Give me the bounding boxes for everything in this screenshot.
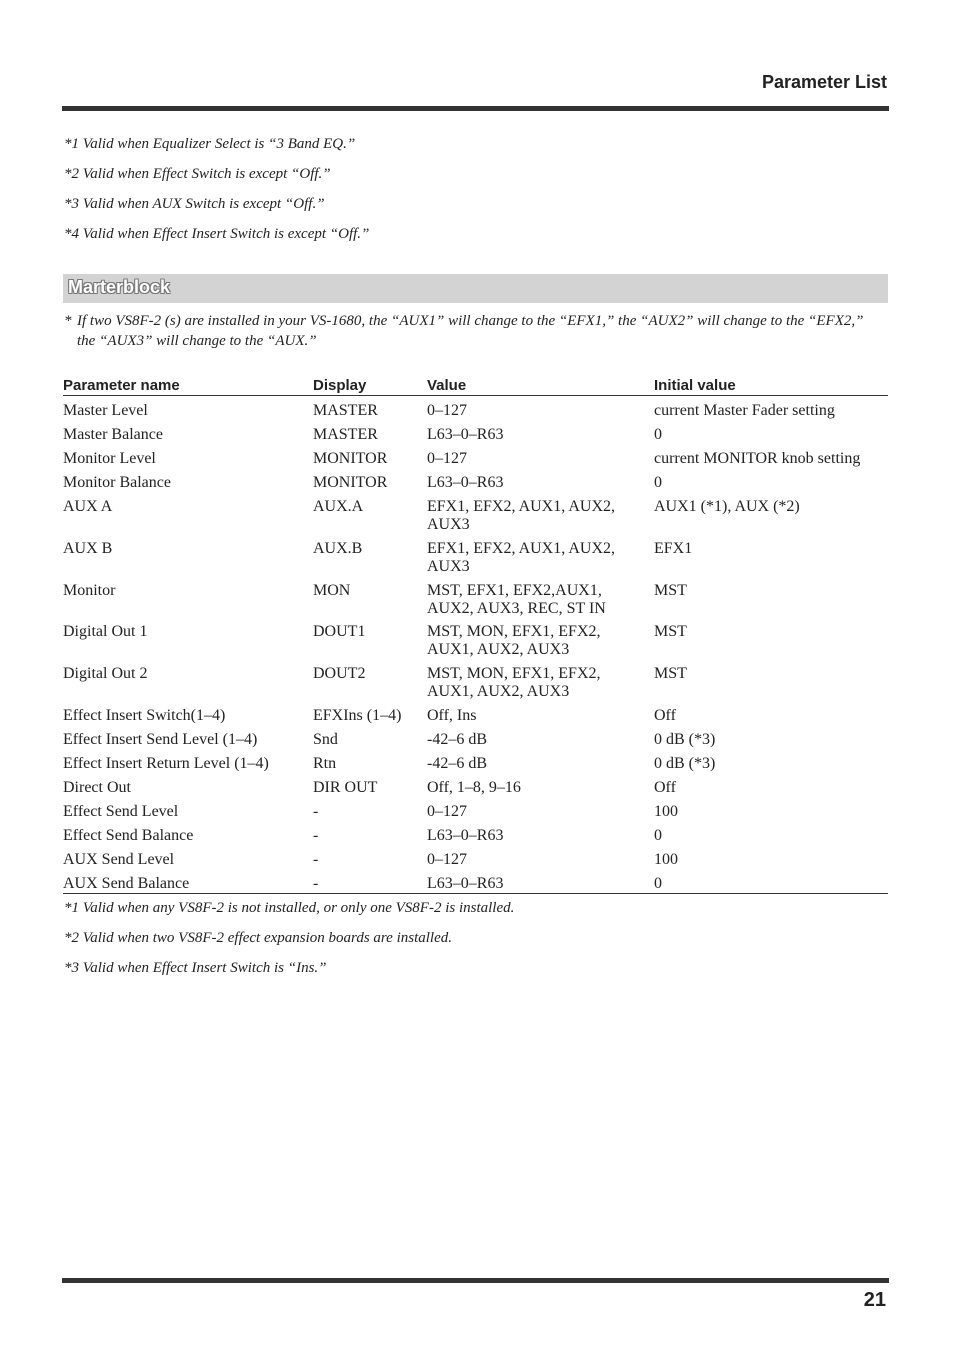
cell-display: AUX.A [313, 498, 364, 515]
cell-initial-value: 0 dB (*3) [654, 731, 716, 748]
cell-initial-value: EFX1 [654, 540, 693, 557]
cell-display: - [313, 851, 319, 868]
cell-value: L63–0–R63 [427, 875, 504, 892]
cell-initial-value: MST [654, 623, 687, 640]
footnote: *1 Valid when Equalizer Select is “3 Band EQ.” [64, 136, 356, 152]
cell-value: MST, MON, EFX1, EFX2, AUX1, AUX2, AUX3 [427, 665, 601, 700]
cell-parameter-name: Digital Out 2 [63, 665, 148, 682]
cell-value: EFX1, EFX2, AUX1, AUX2, AUX3 [427, 540, 616, 575]
cell-initial-value: MST [654, 582, 687, 599]
page-header-title: Parameter List [761, 72, 887, 92]
cell-parameter-name: Effect Insert Switch(1–4) [63, 707, 226, 724]
cell-value: MST, EFX1, EFX2,AUX1, AUX2, AUX3, REC, ST IN [427, 582, 606, 617]
cell-initial-value: 0 [654, 426, 662, 443]
cell-value: MST, MON, EFX1, EFX2, AUX1, AUX2, AUX3 [427, 623, 601, 658]
header-rule [62, 106, 889, 111]
column-header-parameter-name: Parameter name [63, 377, 180, 394]
cell-initial-value: 0 [654, 474, 662, 491]
cell-display: MON [313, 582, 351, 599]
cell-display: - [313, 875, 319, 892]
cell-parameter-name: Master Balance [63, 426, 163, 443]
cell-display: - [313, 827, 319, 844]
footnote: *1 Valid when any VS8F-2 is not installed, or only one VS8F-2 is installed. [64, 900, 515, 916]
footnote: *3 Valid when Effect Insert Switch is “Ins.” [64, 960, 327, 976]
table-row [63, 725, 888, 749]
cell-initial-value: AUX1 (*1), AUX (*2) [654, 498, 800, 515]
cell-parameter-name: Effect Insert Return Level (1–4) [63, 755, 269, 772]
footnote: *2 Valid when two VS8F-2 effect expansion boards are installed. [64, 930, 453, 946]
cell-initial-value: 100 [654, 803, 678, 820]
table-row [63, 617, 888, 659]
cell-value: 0–127 [427, 450, 467, 467]
table-row [63, 797, 888, 821]
intro-text: If two VS8F-2 (s) are installed in your VS-1680, the “AUX1” will change to the “EFX1,” the “AUX2” will change to the “EFX2,” the “AUX3” will change to the “AUX.” [77, 313, 864, 349]
cell-display: MASTER [313, 402, 378, 419]
cell-parameter-name: Master Level [63, 402, 148, 419]
table-row [63, 659, 888, 701]
column-header-value: Value [427, 377, 467, 394]
cell-value: EFX1, EFX2, AUX1, AUX2, AUX3 [427, 498, 616, 533]
table-row [63, 821, 888, 845]
cell-parameter-name: Monitor Balance [63, 474, 171, 491]
cell-initial-value: Off [654, 707, 676, 724]
section-heading-bar [63, 274, 888, 303]
intro-note [64, 311, 879, 351]
table-row [63, 773, 888, 797]
table-row [63, 701, 888, 725]
cell-display: MONITOR [313, 450, 388, 467]
cell-display: - [313, 803, 319, 820]
column-header-display: Display [313, 377, 367, 394]
cell-parameter-name: Effect Insert Send Level (1–4) [63, 731, 258, 748]
cell-initial-value: MST [654, 665, 687, 682]
table-body [63, 396, 888, 893]
table-row [63, 749, 888, 773]
parameter-table [63, 376, 888, 894]
cell-display: DOUT2 [313, 665, 366, 682]
cell-parameter-name: Effect Send Balance [63, 827, 194, 844]
table-row [63, 444, 888, 468]
cell-initial-value: current Master Fader setting [654, 402, 835, 419]
cell-initial-value: 100 [654, 851, 678, 868]
cell-value: Off, Ins [427, 707, 477, 724]
table-row [63, 468, 888, 492]
cell-initial-value: 0 [654, 875, 662, 892]
table-row [63, 534, 888, 576]
cell-display: Snd [313, 731, 338, 748]
intro-asterisk: * [64, 313, 72, 329]
cell-display: MONITOR [313, 474, 388, 491]
cell-parameter-name: Direct Out [63, 779, 131, 796]
table-row [63, 396, 888, 420]
bottom-footnotes [64, 898, 884, 988]
cell-value: 0–127 [427, 402, 467, 419]
cell-parameter-name: Monitor [63, 582, 116, 599]
cell-initial-value: current MONITOR knob setting [654, 450, 861, 467]
page-number: 21 [863, 1289, 886, 1311]
cell-value: -42–6 dB [427, 755, 487, 772]
footnote: *4 Valid when Effect Insert Switch is except “Off.” [64, 226, 370, 242]
table-row [63, 845, 888, 869]
cell-parameter-name: Monitor Level [63, 450, 156, 467]
cell-parameter-name: Digital Out 1 [63, 623, 148, 640]
cell-parameter-name: AUX Send Balance [63, 875, 190, 892]
table-row [63, 576, 888, 617]
footnote: *3 Valid when AUX Switch is except “Off.” [64, 196, 325, 212]
top-footnotes [64, 134, 884, 254]
cell-display: DIR OUT [313, 779, 378, 796]
cell-value: -42–6 dB [427, 731, 487, 748]
cell-value: 0–127 [427, 851, 467, 868]
cell-value: 0–127 [427, 803, 467, 820]
cell-parameter-name: AUX Send Level [63, 851, 175, 868]
cell-parameter-name: AUX B [63, 540, 113, 557]
footnote: *2 Valid when Effect Switch is except “Off.” [64, 166, 331, 182]
table-bottom-rule [63, 893, 888, 894]
cell-display: Rtn [313, 755, 337, 772]
cell-initial-value: 0 [654, 827, 662, 844]
cell-parameter-name: Effect Send Level [63, 803, 179, 820]
cell-initial-value: 0 dB (*3) [654, 755, 716, 772]
table-header-row [63, 376, 888, 396]
table-row [63, 869, 888, 893]
cell-value: L63–0–R63 [427, 827, 504, 844]
cell-display: DOUT1 [313, 623, 366, 640]
cell-value: L63–0–R63 [427, 426, 504, 443]
cell-initial-value: Off [654, 779, 676, 796]
column-header-initial-value: Initial value [654, 377, 736, 394]
cell-display: AUX.B [313, 540, 363, 557]
cell-value: L63–0–R63 [427, 474, 504, 491]
table-row [63, 420, 888, 444]
cell-display: EFXIns (1–4) [313, 707, 402, 724]
table-row [63, 492, 888, 534]
cell-display: MASTER [313, 426, 378, 443]
cell-parameter-name: AUX A [63, 498, 113, 515]
section-title: Marterblock [68, 277, 171, 297]
footer-rule [62, 1278, 889, 1283]
cell-value: Off, 1–8, 9–16 [427, 779, 521, 796]
